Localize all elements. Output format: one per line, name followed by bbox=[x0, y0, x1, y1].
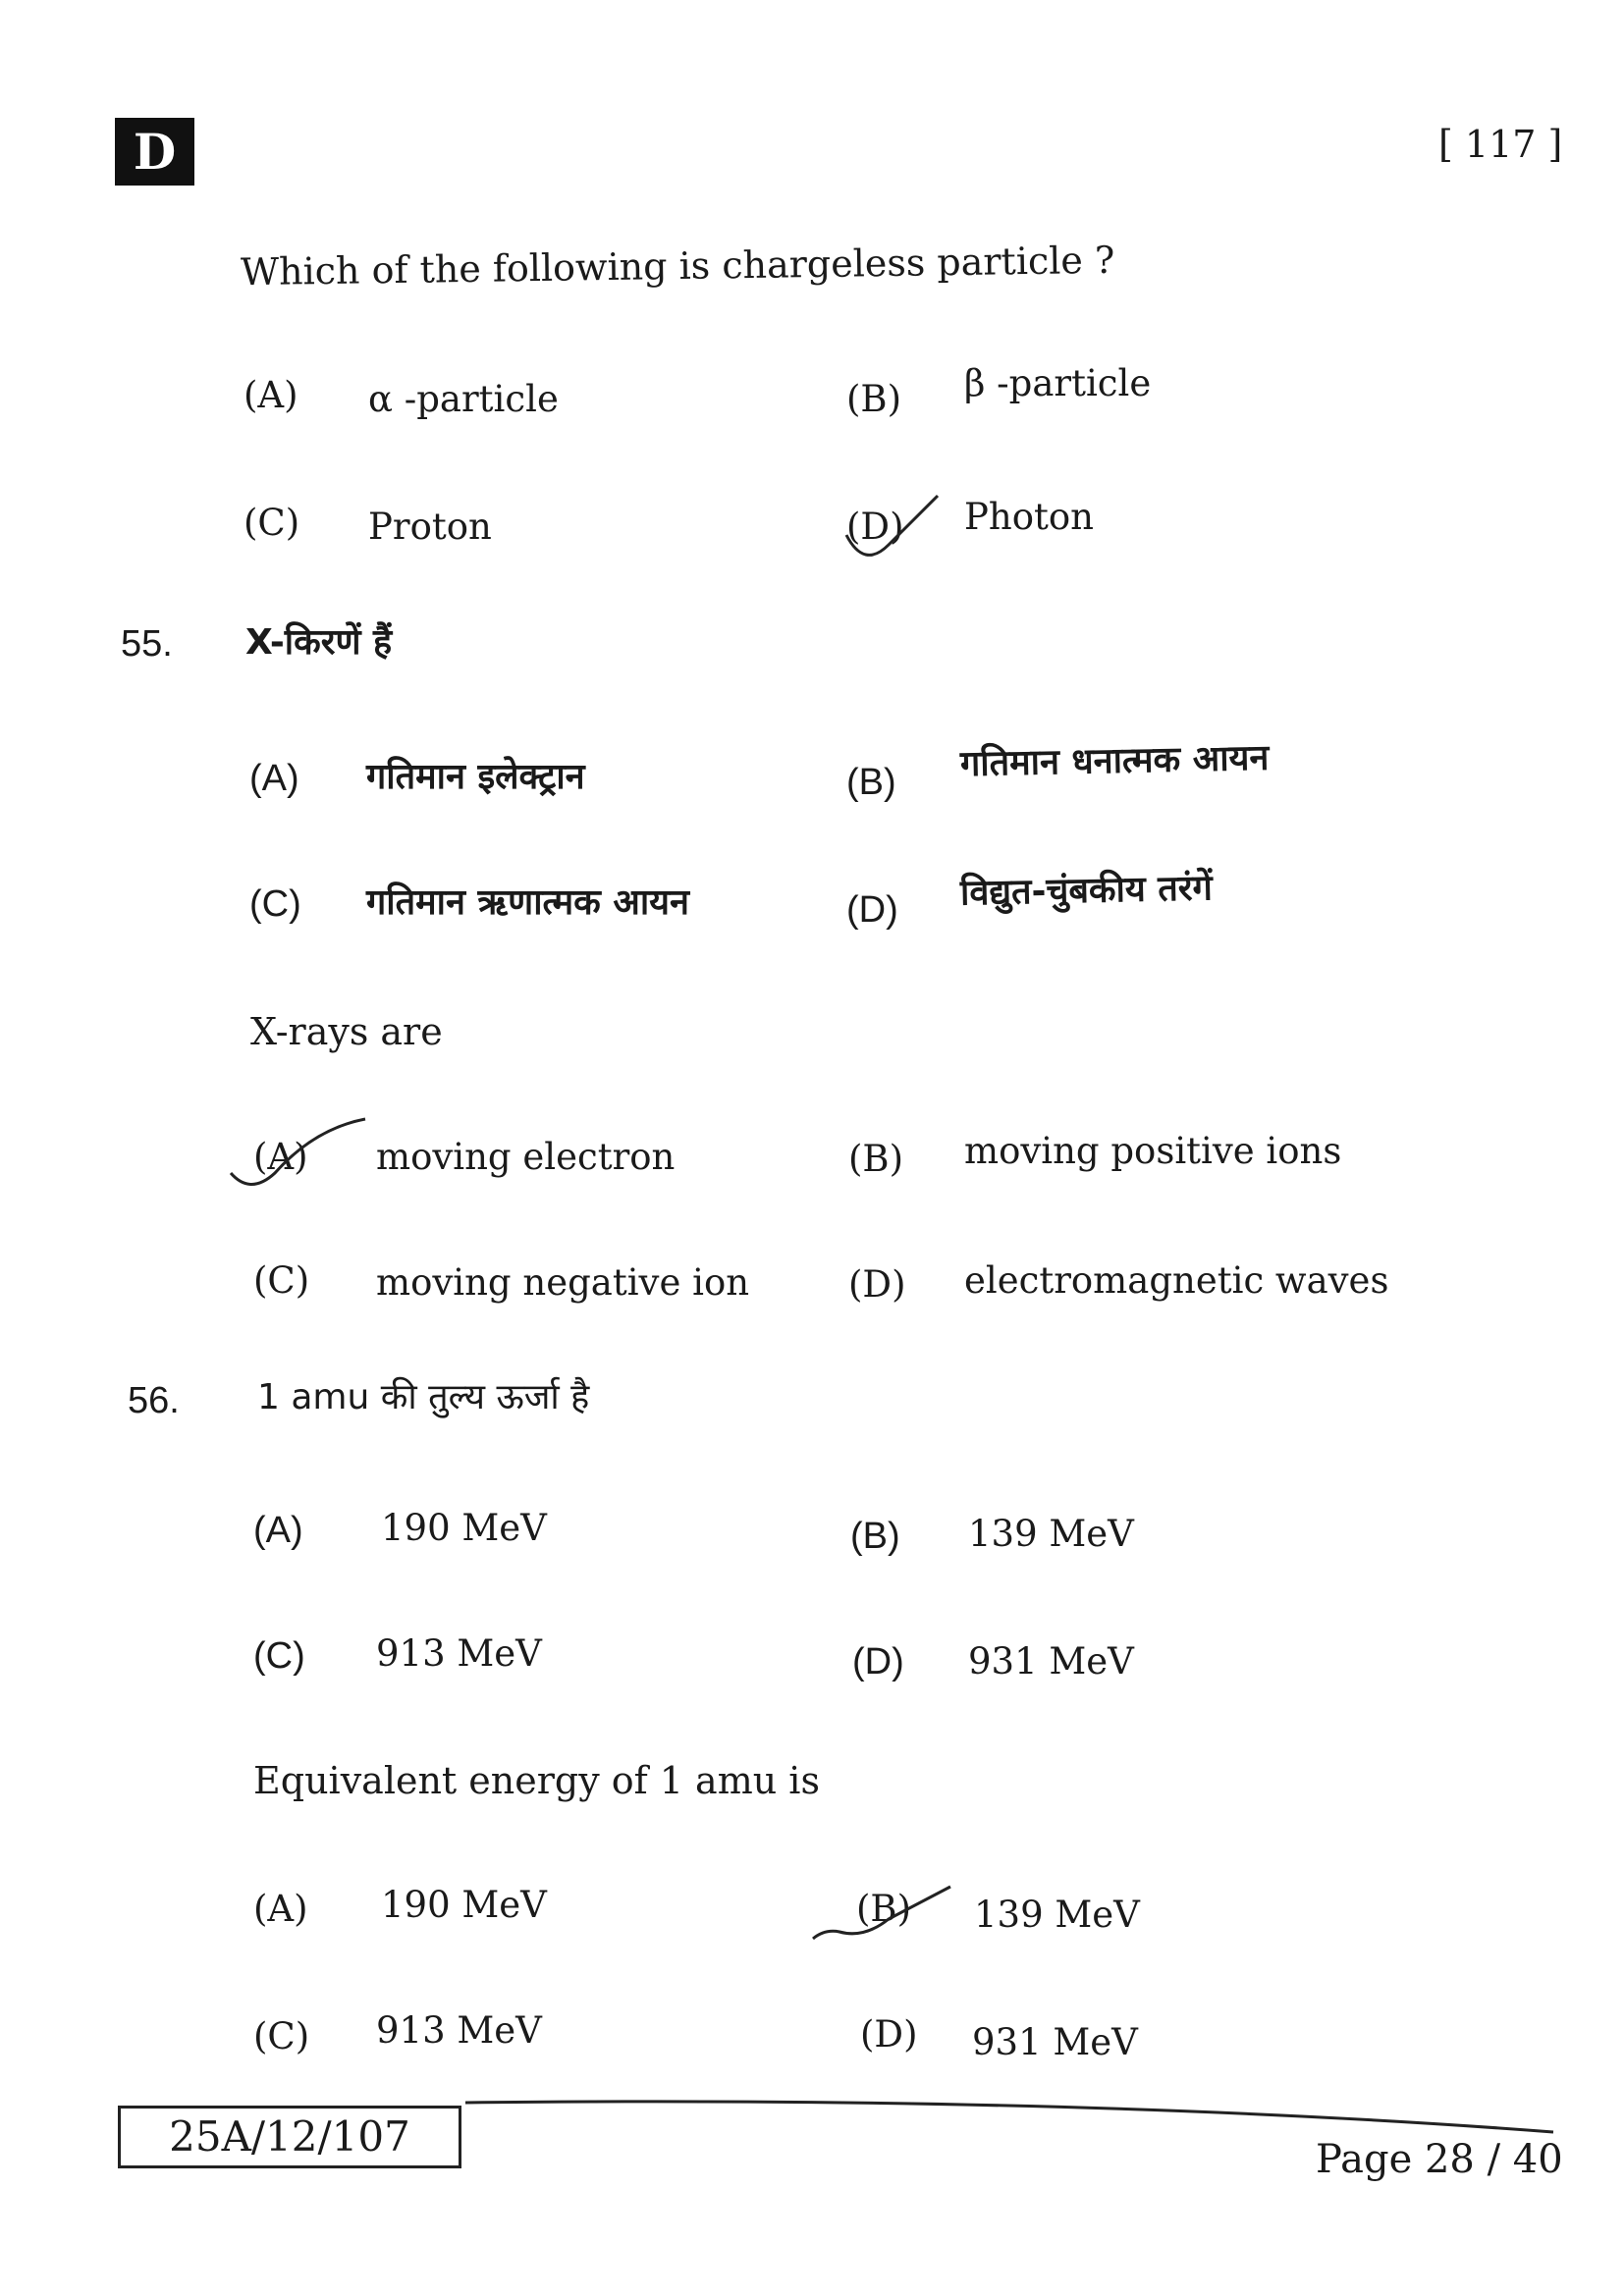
option-text: 913 MeV bbox=[376, 2009, 542, 2052]
option-text: 190 MeV bbox=[381, 1884, 547, 1926]
option-text: moving positive ions bbox=[964, 1130, 1342, 1172]
option-key: (A) bbox=[244, 374, 298, 416]
tick-mark-icon bbox=[813, 1887, 950, 1939]
question-number: 56. bbox=[128, 1380, 180, 1421]
tick-mark-icon bbox=[231, 1119, 365, 1185]
option-key-marked: (B) bbox=[856, 1888, 912, 1930]
question-text-hindi: X-किरणें हैं bbox=[245, 622, 393, 663]
option-key: (C) bbox=[249, 883, 301, 925]
option-key: (D) bbox=[846, 889, 898, 931]
option-key: (B) bbox=[848, 1138, 904, 1180]
option-text: electromagnetic waves bbox=[964, 1259, 1389, 1302]
option-key: (C) bbox=[253, 2015, 310, 2057]
page-stamp: [ 117 ] bbox=[1438, 123, 1563, 166]
option-text: 931 MeV bbox=[968, 1640, 1134, 1682]
option-text: 139 MeV bbox=[968, 1513, 1134, 1555]
option-key-marked: (A) bbox=[253, 1136, 308, 1178]
option-key: (A) bbox=[249, 758, 299, 799]
option-text: 190 MeV bbox=[381, 1507, 547, 1549]
question-text-english: X-rays are bbox=[250, 1010, 443, 1053]
option-key: (D) bbox=[848, 1263, 906, 1306]
option-text: 931 MeV bbox=[972, 2021, 1138, 2063]
question-text-hindi: 1 amu की तुल्य ऊर्जा है bbox=[257, 1377, 590, 1417]
option-text: गतिमान ऋणात्मक आयन bbox=[366, 882, 690, 923]
option-key: (D) bbox=[852, 1641, 904, 1682]
option-text: Photon bbox=[964, 496, 1094, 538]
option-key: (B) bbox=[846, 762, 896, 803]
option-text: α -particle bbox=[368, 378, 559, 420]
option-key: (A) bbox=[253, 1888, 308, 1930]
option-text: β -particle bbox=[964, 362, 1152, 404]
option-key: (A) bbox=[253, 1510, 303, 1551]
tick-mark-icon bbox=[846, 496, 938, 555]
option-key-marked: (D) bbox=[846, 506, 904, 548]
option-key: (D) bbox=[860, 2013, 918, 2056]
option-key: (C) bbox=[244, 502, 300, 544]
footer-rule bbox=[465, 2102, 1553, 2132]
option-key: (B) bbox=[846, 378, 902, 420]
option-text: 139 MeV bbox=[974, 1894, 1140, 1936]
option-text: गतिमान धनात्मक आयन bbox=[959, 737, 1270, 785]
page-number: Page 28 / 40 bbox=[1316, 2137, 1563, 2182]
option-text: विद्युत-चुंबकीय तरंगें bbox=[959, 868, 1214, 914]
option-text: गतिमान इलेक्ट्रान bbox=[366, 757, 585, 797]
question-text-english: Equivalent energy of 1 amu is bbox=[253, 1759, 820, 1802]
option-text: Proton bbox=[368, 506, 492, 548]
set-badge: D bbox=[115, 118, 194, 186]
option-text: moving negative ion bbox=[376, 1261, 750, 1304]
paper-code: 25A/12/107 bbox=[118, 2106, 461, 2168]
question-number: 55. bbox=[121, 623, 173, 665]
option-key: (C) bbox=[253, 1635, 305, 1677]
option-text: moving electron bbox=[376, 1136, 676, 1178]
option-key: (C) bbox=[253, 1259, 310, 1302]
option-key: (B) bbox=[850, 1516, 900, 1557]
option-text: 913 MeV bbox=[376, 1632, 542, 1675]
question-text: Which of the following is chargeless particle ? bbox=[240, 238, 1115, 294]
